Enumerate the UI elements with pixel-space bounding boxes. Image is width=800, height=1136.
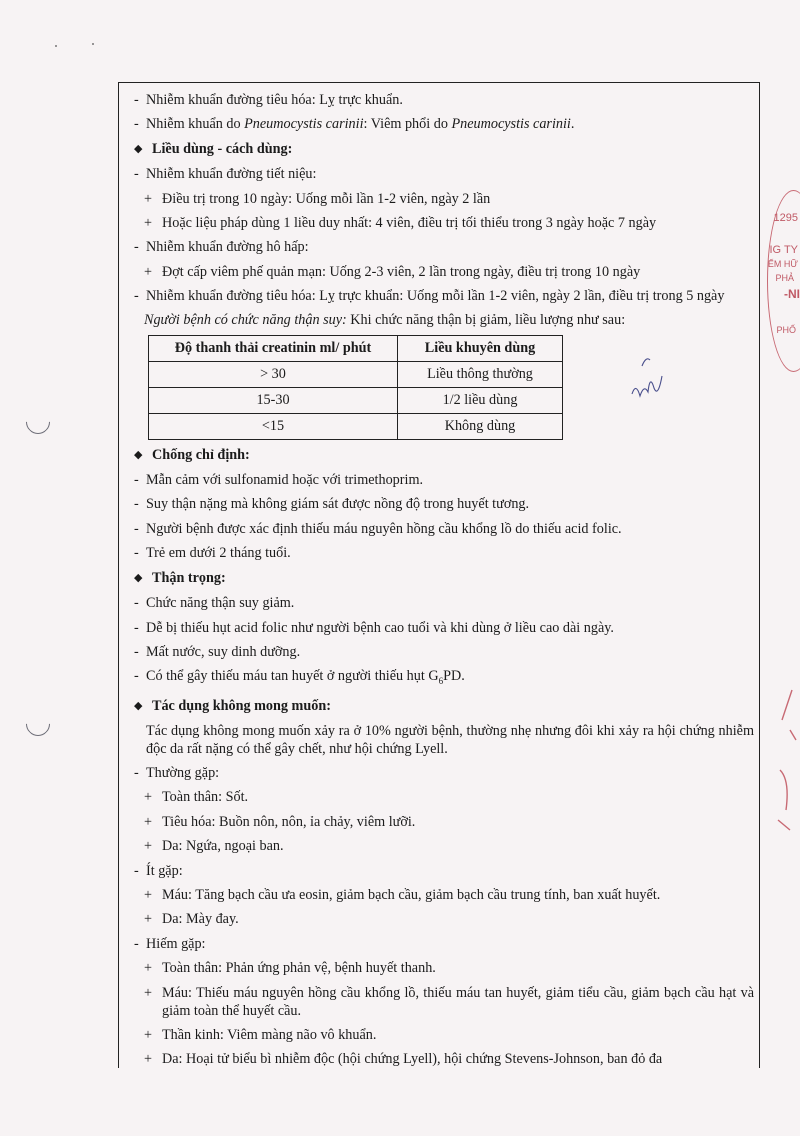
sub-list-item: + Đợt cấp viêm phế quản mạn: Uống 2-3 viên, 2 lần trong ngày, điều trị trong 10 ngày bbox=[144, 263, 641, 280]
diamond-bullet-icon: ◆ bbox=[134, 699, 143, 712]
table-cell: > 30 bbox=[149, 361, 398, 387]
sub-list-item: + Da: Hoại tử biểu bì nhiễm độc (hội chứng Lyell), hội chứng Stevens-Johnson, ban đỏ đa bbox=[144, 1051, 663, 1068]
table-cell: <15 bbox=[149, 413, 398, 439]
list-item: - Mẫn cảm với sulfonamid hoặc với trimethoprim. bbox=[134, 472, 424, 489]
scan-speck bbox=[55, 45, 57, 47]
list-item: - Thường gặp: bbox=[134, 764, 220, 781]
list-item: - Suy thận nặng mà không giám sát được nồng độ trong huyết tương. bbox=[134, 496, 530, 513]
diamond-bullet-icon: ◆ bbox=[134, 571, 143, 584]
list-item: - Nhiễm khuẩn đường tiêu hóa: Lỵ trực khuẩn. bbox=[134, 92, 403, 108]
scan-speck bbox=[92, 43, 94, 45]
section-heading-side-effects: ◆ Tác dụng không mong muốn: bbox=[134, 694, 754, 719]
table-row bbox=[149, 361, 563, 387]
diamond-bullet-icon: ◆ bbox=[134, 448, 143, 461]
list-item: - Mất nước, suy dinh dưỡng. bbox=[134, 643, 301, 660]
list-item: - Nhiễm khuẩn đường hô hấp: bbox=[134, 239, 309, 256]
list-item: - Chức năng thận suy giảm. bbox=[134, 595, 295, 612]
side-effects-intro: Tác dụng không mong muốn xảy ra ở 10% người bệnh, thường nhẹ nhưng đôi khi xảy ra hội chứng nhiễm độc da rất nặng có thể gây chết, như hội chứng Lyell. bbox=[146, 722, 754, 757]
sub-list-item: + Tiêu hóa: Buồn nôn, nôn, ỉa chảy, viêm lưỡi. bbox=[144, 813, 416, 830]
table-cell: 1/2 liều dùng bbox=[398, 387, 563, 413]
section-heading-contraindications: ◆ Chống chỉ định: bbox=[134, 443, 754, 468]
sub-list-item: + Toàn thân: Sốt. bbox=[144, 789, 249, 806]
table-cell: 15-30 bbox=[149, 387, 398, 413]
sub-list-item: + Da: Ngứa, ngoại ban. bbox=[144, 838, 284, 855]
list-item: - Nhiễm khuẩn đường tiết niệu: bbox=[134, 166, 317, 183]
punch-hole bbox=[21, 707, 55, 741]
punch-hole bbox=[21, 405, 55, 439]
sub-list-item: + Hoặc liệu pháp dùng 1 liều duy nhất: 4 viên, điều trị tối thiểu trong 3 ngày hoặc 7 ngày bbox=[144, 215, 657, 232]
sub-list-item: + Máu: Tăng bạch cầu ưa eosin, giảm bạch cầu, giảm bạch cầu trung tính, ban xuất huyết. bbox=[144, 886, 661, 903]
stamp-mark bbox=[770, 680, 800, 840]
list-item: - Nhiễm khuẩn đường tiêu hóa: Lỵ trực khuẩn: Uống mỗi lần 1-2 viên, ngày 2 lần, điều trị trong 5 ngày bbox=[134, 288, 725, 305]
list-item: - Ít gặp: bbox=[134, 862, 183, 879]
list-item: - Hiếm gặp: bbox=[134, 935, 206, 952]
diamond-bullet-icon: ◆ bbox=[134, 142, 143, 155]
list-item: - Trẻ em dưới 2 tháng tuổi. bbox=[134, 545, 291, 562]
renal-dosage-table bbox=[148, 335, 563, 440]
table-cell: Liều thông thường bbox=[398, 361, 563, 387]
table-header-row bbox=[149, 335, 563, 361]
sub-list-item: + Thần kinh: Viêm màng não vô khuẩn. bbox=[144, 1026, 377, 1043]
sub-list-item: + Điều trị trong 10 ngày: Uống mỗi lần 1-2 viên, ngày 2 lần bbox=[144, 190, 491, 207]
sub-list-item: + Toàn thân: Phản ứng phản vệ, bệnh huyết thanh. bbox=[144, 960, 436, 977]
renal-note: Người bệnh có chức năng thận suy: Khi chức năng thận bị giảm, liều lượng như sau: bbox=[144, 312, 626, 329]
table-cell: Không dùng bbox=[398, 413, 563, 439]
column-header: Liều khuyên dùng bbox=[398, 335, 563, 361]
list-item: - Dễ bị thiếu hụt acid folic như người bệnh cao tuổi và khi dùng ở liều cao dài ngày. bbox=[134, 619, 614, 636]
section-heading-dosage: ◆ Liều dùng - cách dùng: bbox=[134, 137, 754, 162]
table-row bbox=[149, 413, 563, 439]
section-heading-precautions: ◆ Thận trọng: bbox=[134, 566, 754, 591]
table-row bbox=[149, 387, 563, 413]
list-item: - Người bệnh được xác định thiếu máu nguyên hồng cầu khổng lồ do thiếu acid folic. bbox=[134, 520, 622, 537]
sub-list-item: + Da: Mày đay. bbox=[144, 911, 239, 928]
column-header: Độ thanh thải creatinin ml/ phút bbox=[149, 335, 398, 361]
list-item: - Có thể gây thiếu máu tan huyết ở người thiếu hụt $G_6PD$. bbox=[134, 668, 465, 687]
list-item: - Nhiễm khuẩn do Pneumocystis carinii: Viêm phổi do Pneumocystis carinii. bbox=[134, 116, 575, 133]
sub-list-item: + Máu: Thiếu máu nguyên hồng cầu khổng lồ, thiếu máu tan huyết, giảm tiểu cầu, giảm bạch cầu hạt và giảm toàn thể huyết cầu. bbox=[144, 984, 754, 1019]
document-body bbox=[134, 88, 754, 1071]
